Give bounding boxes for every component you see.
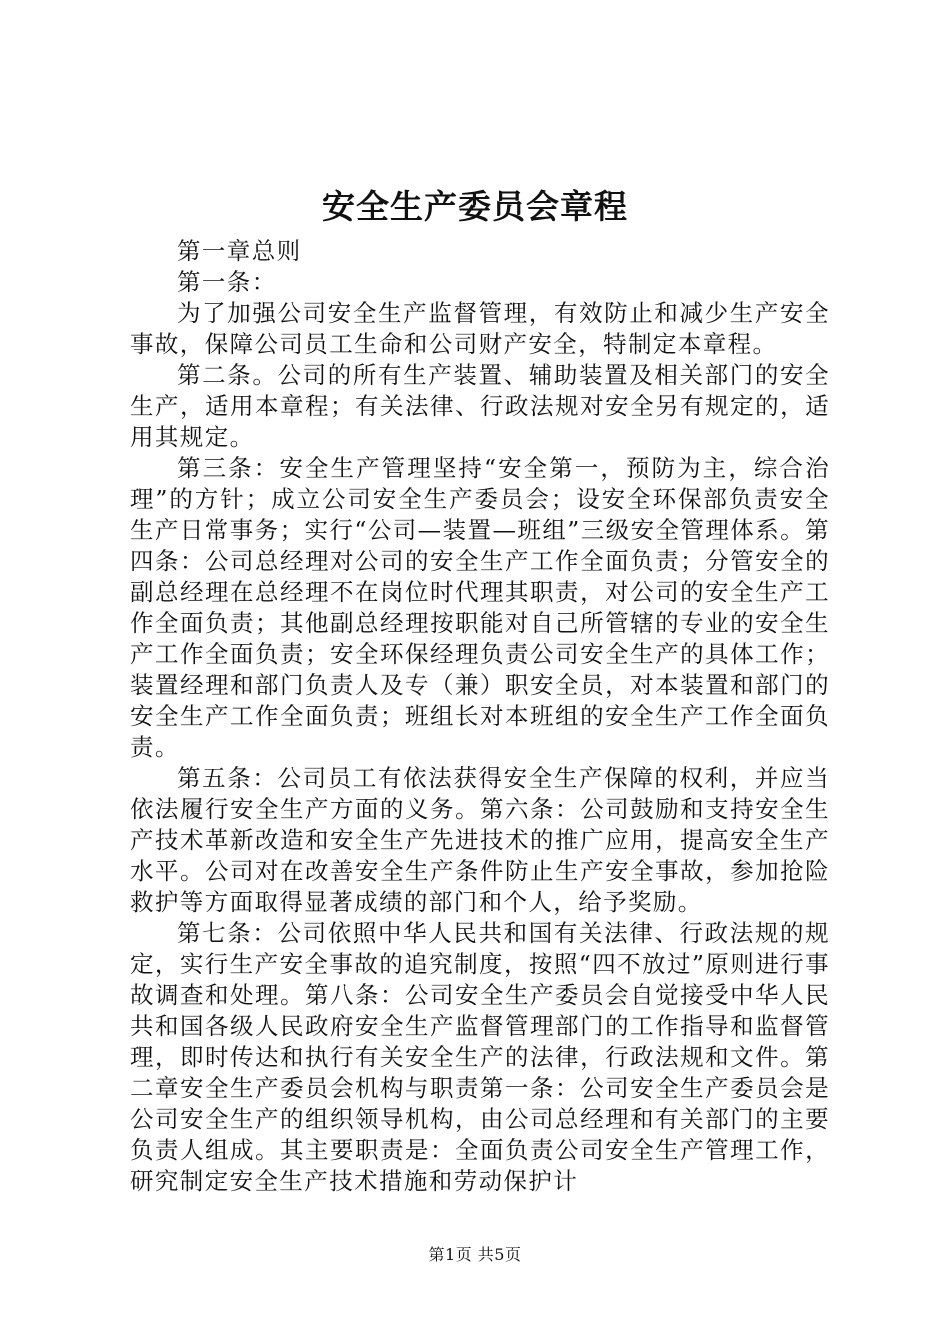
article-heading: 第一条： [177,268,277,296]
chapter-heading: 第一章总则 [177,237,302,265]
paragraph: 第七条：公司依照中华人民共和国有关法律、行政法规的规定，实行生产安全事故的追究制度，按照“四不放过”原则进行事故调查和处理。第八条：公司安全生产委员会自觉接受中华人民共和国各级人民政府安全生产监督管理部门的工作指导和监督管理，即时传达和执行有关安全生产的法律，行政法规和文件。第二章安全生产委员会机构与职责第一条：公司安全生产委员会是公司安全生产的组织领导机构，由公司总经理和有关部门的主要负责人组成。其主要职责是：全面负责公司安全生产管理工作，研究制定安全生产技术措施和劳动保护计 [130,919,830,1195]
paragraph: 为了加强公司安全生产监督管理，有效防止和减少生产安全事故，保障公司员工生命和公司财产安全，特制定本章程。 [130,299,830,358]
paragraph: 第二条。公司的所有生产装置、辅助装置及相关部门的安全生产，适用本章程；有关法律、行政法规对安全另有规定的，适用其规定。 [130,361,830,451]
page-number-footer: 第1页 共5页 [428,1245,522,1264]
paragraph: 第五条：公司员工有依法获得安全生产保障的权利，并应当依法履行安全生产方面的义务。第六条：公司鼓励和支持安全生产技术革新改造和安全生产先进技术的推广应用，提高安全生产水平。公司对在改善安全生产条件防止生产安全事故，参加抢险救护等方面取得显著成绩的部门和个人，给予奖励。 [130,764,830,916]
document-title: 安全生产委员会章程 [322,187,628,226]
document-body [130,236,830,1197]
paragraph: 第三条：安全生产管理坚持“安全第一，预防为主，综合治理”的方针；成立公司安全生产委员会；设安全环保部负责安全生产日常事务；实行“公司—装置—班组”三级安全管理体系。第四条：公司总经理对公司的安全生产工作全面负责；分管安全的副总经理在总经理不在岗位时代理其职责，对公司的安全生产工作全面负责；其他副总经理按职能对自己所管辖的专业的安全生产工作全面负责；安全环保经理负责公司安全生产的具体工作；装置经理和部门负责人及专（兼）职安全员，对本装置和部门的安全生产工作全面负责；班组长对本班组的安全生产工作全面负责。 [130,454,830,761]
